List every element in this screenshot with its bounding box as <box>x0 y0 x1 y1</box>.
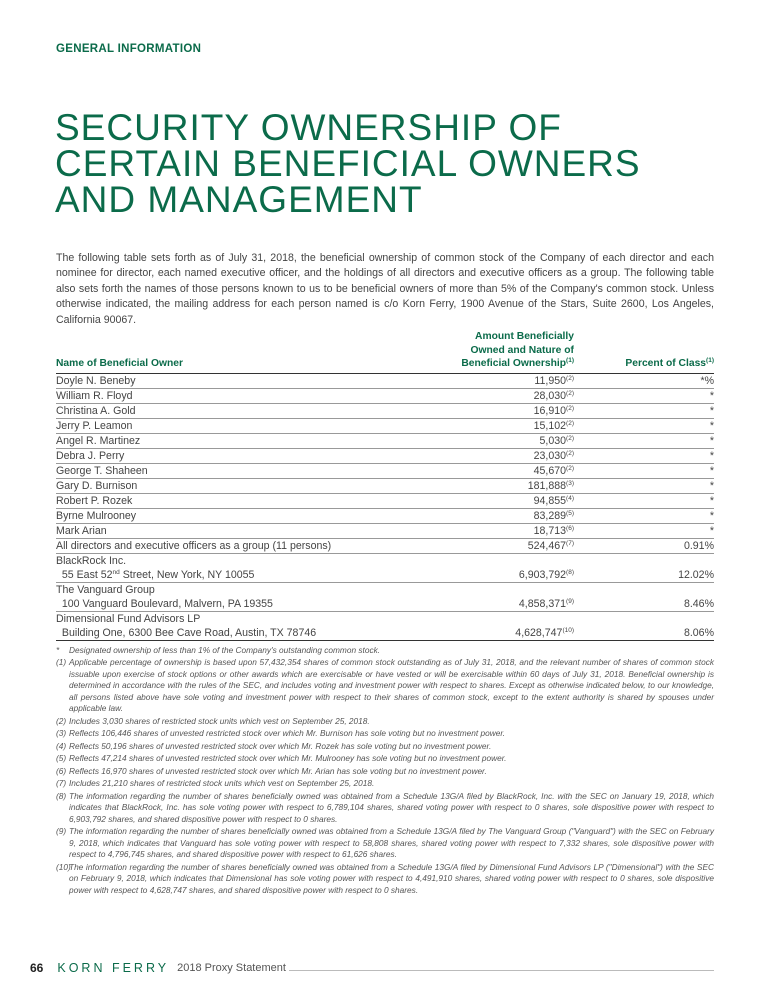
footnote: * Designated ownership of less than 1% of the Company's outstanding common stock. <box>56 644 381 655</box>
percent: * <box>574 493 714 508</box>
amount: 524,467$^{(7)}$ <box>374 538 574 553</box>
owner-name: Mark Arian <box>56 523 374 538</box>
percent: * <box>574 478 714 493</box>
table-row <box>56 538 714 553</box>
owner-name: Robert P. Rozek <box>56 493 374 508</box>
footnote: (7) Includes 21,210 shares of restricted stock units which vest on September 25, 2018. <box>56 778 375 789</box>
amount: 6,903,792$^{(8)}$ <box>374 553 574 582</box>
section-label: GENERAL INFORMATION <box>56 43 202 55</box>
table-row <box>56 582 714 611</box>
table-header <box>56 330 714 373</box>
owner-name: Jerry P. Leamon <box>56 418 374 433</box>
percent: * <box>574 463 714 478</box>
footnote: (1) Applicable percentage of ownership is based upon 57,432,354 shares of common stock outstanding as of July 31, 2018, and the relevant number of shares of common stock issuable upon exercise of stock options or other awards which are exercisable or have vested or will be exercisable within 60 days of July 31, 2018. Beneficial ownership is determined in accordance with the rules of the SEC, and includes voting and investment power with respect to shares. Except as otherwise indicated below, to our knowledge, all persons listed above have sole voting and investment power with respect to their shares of common stock, except to the extent authority is shared by spouses under applicable law. <box>56 657 714 714</box>
table-row <box>56 463 714 478</box>
table-row <box>56 373 714 388</box>
percent: * <box>574 403 714 418</box>
ownership-table <box>56 330 714 641</box>
table-row <box>56 403 714 418</box>
percent: * <box>574 523 714 538</box>
footnotes <box>56 645 714 897</box>
footnote: (4) Reflects 50,196 shares of unvested restricted stock over which Mr. Rozek has sole voting but no investment power. <box>56 740 492 751</box>
table-row <box>56 508 714 523</box>
amount: 28,030$^{(2)}$ <box>374 388 574 403</box>
owner-name: Angel R. Martinez <box>56 433 374 448</box>
table-row <box>56 478 714 493</box>
title-line: SECURITY OWNERSHIP OF <box>55 107 562 148</box>
table-row <box>56 611 714 640</box>
amount: 4,858,371$^{(9)}$ <box>374 582 574 611</box>
owner-name: Dimensional Fund Advisors LP Building One, 6300 Bee Cave Road, Austin, TX 78746 <box>56 611 374 640</box>
table-row <box>56 493 714 508</box>
amount: 94,855$^{(4)}$ <box>374 493 574 508</box>
amount: 181,888$^{(3)}$ <box>374 478 574 493</box>
owner-name: George T. Shaheen <box>56 463 374 478</box>
percent: * <box>574 508 714 523</box>
table-row <box>56 418 714 433</box>
footnote: (9) The information regarding the number of shares beneficially owned was obtained from a Schedule 13G/A filed by The Vanguard Group ("Vanguard") with the SEC on February 9, 2018, which indicates that Vanguard has sole voting power with respect to 58,808 shares, shared voting power with respect to 7,332 shares, sole dispositive power with respect to 4,796,745 shares, and shared dispositive power with respect to 61,626 shares. <box>56 826 714 860</box>
table-row <box>56 448 714 463</box>
footer-rule <box>289 970 714 971</box>
percent: * <box>574 448 714 463</box>
percent: * <box>574 433 714 448</box>
amount: 16,910$^{(2)}$ <box>374 403 574 418</box>
table-row <box>56 433 714 448</box>
owner-address: Building One, 6300 Bee Cave Road, Austin, TX 78746 <box>61 626 317 639</box>
owner-name: Christina A. Gold <box>56 403 374 418</box>
owner-name: Gary D. Burnison <box>56 478 374 493</box>
percent: 8.46% <box>574 582 714 611</box>
table-row <box>56 553 714 582</box>
amount: 4,628,747$^{(10)}$ <box>374 611 574 640</box>
page-footer <box>30 961 714 975</box>
table-row <box>56 523 714 538</box>
owner-name: Debra J. Perry <box>56 448 374 463</box>
korn-ferry-logo: KORN FERRY <box>57 961 170 975</box>
footnote: (6) Reflects 16,970 shares of unvested restricted stock over which Mr. Arian has sole voting but no investment power. <box>56 765 487 776</box>
percent: 8.06% <box>574 611 714 640</box>
percent: *% <box>574 373 714 388</box>
intro-paragraph: The following table sets forth as of July 31, 2018, the beneficial ownership of common stock of the Company of each director and each nominee for director, each named executive officer, and the holdings of all directors and executive officers as a group. The following table also sets forth the names of those persons known to us to be beneficial owners of more than 5% of the Company's common stock. Unless otherwise indicated, the mailing address for each person named is c/o Korn Ferry, 1900 Avenue of the Stars, Suite 2600, Los Angeles, California 90067. <box>56 252 714 326</box>
percent: 12.02% <box>574 553 714 582</box>
percent: * <box>574 388 714 403</box>
page-number: 66 <box>30 961 44 975</box>
main-content <box>56 251 714 897</box>
amount: 18,713$^{(6)}$ <box>374 523 574 538</box>
owner-name: All directors and executive officers as a group (11 persons) <box>56 538 374 553</box>
title-line: AND MANAGEMENT <box>55 179 423 220</box>
owner-address: 55 East 52 <box>61 568 113 581</box>
owner-address: 100 Vanguard Boulevard, Malvern, PA 19355 <box>61 597 273 610</box>
owner-name: William R. Floyd <box>56 388 374 403</box>
owner-name: The Vanguard Group 100 Vanguard Boulevard, Malvern, PA 19355 <box>56 582 374 611</box>
header-percent: Percent of Class$^{(1)}$ <box>574 330 714 373</box>
amount: 83,289$^{(5)}$ <box>374 508 574 523</box>
footnote: (10) The information regarding the number of shares beneficially owned was obtained from a Schedule 13G/A filed by Dimensional Fund Advisors LP ("Dimensional") with the SEC on February 9, 2018, which indicates that Dimensional has sole voting power with respect to 4,491,910 shares, shared voting power with respect to 0 shares, sole dispositive power with respect to 4,628,747 shares, and shared dispositive power with respect to 0 shares. <box>56 861 714 895</box>
header-amount: Amount Beneficially Owned and Nature of Beneficial Ownership$^{(1)}$ <box>374 330 574 373</box>
footnote: (8) The information regarding the number of shares beneficially owned was obtained from a Schedule 13G/A filed by BlackRock, Inc. with the SEC on January 19, 2018, which indicates that BlackRock, Inc. has sole voting power with respect to 6,789,104 shares, shared voting power with respect to 0 shares, sole dispositive power with respect to 6,903,792 shares, and shared dispositive power with respect to 0 shares. <box>56 790 714 824</box>
header-name: Name of Beneficial Owner <box>56 330 374 373</box>
footnote: (2) Includes 3,030 shares of restricted stock units which vest on September 25, 2018. <box>56 715 370 726</box>
page-title <box>55 107 641 220</box>
document-name: 2018 Proxy Statement <box>177 962 286 974</box>
owner-name: BlackRock Inc. 55 East 52nd Street, New York, NY 10055 <box>56 553 374 582</box>
footnote: (3) Reflects 106,446 shares of unvested restricted stock over which Mr. Burnison has sole voting but no investment power. <box>56 728 506 739</box>
percent: 0.91% <box>574 538 714 553</box>
title-line: CERTAIN BENEFICIAL OWNERS <box>55 143 641 184</box>
table-row <box>56 388 714 403</box>
amount: 11,950$^{(2)}$ <box>374 373 574 388</box>
owner-name: Byrne Mulrooney <box>56 508 374 523</box>
amount: 15,102$^{(2)}$ <box>374 418 574 433</box>
percent: * <box>574 418 714 433</box>
amount: 23,030$^{(2)}$ <box>374 448 574 463</box>
amount: 5,030$^{(2)}$ <box>374 433 574 448</box>
footnote: (5) Reflects 47,214 shares of unvested restricted stock over which Mr. Mulrooney has sole voting but no investment power. <box>56 753 507 764</box>
owner-name: Doyle N. Beneby <box>56 373 374 388</box>
amount: 45,670$^{(2)}$ <box>374 463 574 478</box>
